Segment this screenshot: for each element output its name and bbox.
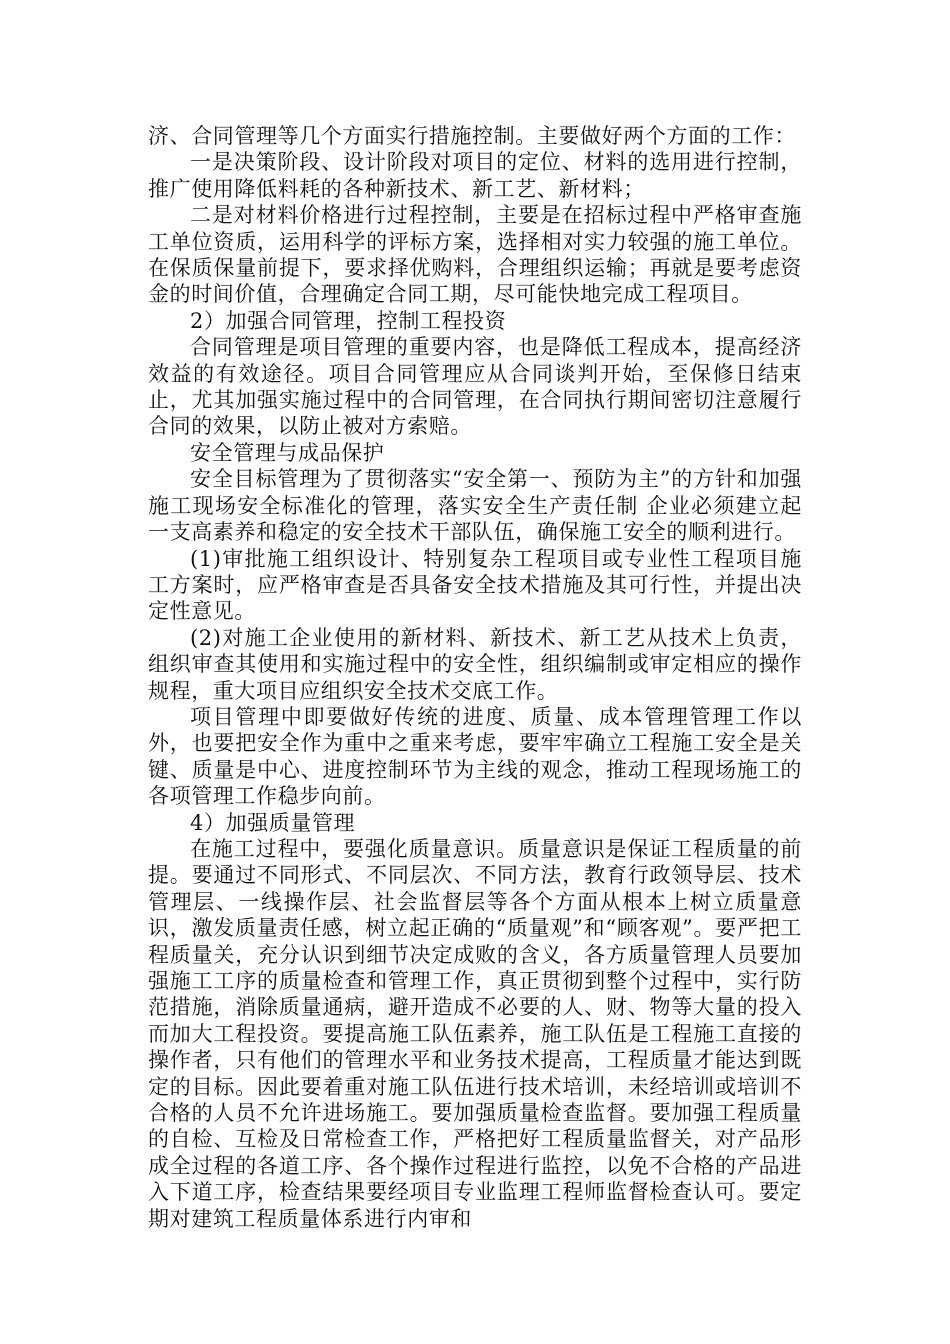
document-page [148, 123, 802, 1232]
paragraph-quality-management: 在施工过程中，要强化质量意识。质量意识是保证工程质量的前提。要通过不同形式、不同层次、不同方法，教育行政领导层、技术管理层、一线操作层、社会监督层等各个方面从根本上树立质量意识，激发质量责任感，树立起正确的“质量观”和“顾客观”。要严把工程质量关，充分认识到细节决定成败的含义，各方质量管理人员要加强施工工序的质量检查和管理工作，真正贯彻到整个过程中，实行防范措施，消除质量通病，避开造成不必要的人、财、物等大量的投入而加大工程投资。要提高施工队伍素养，施工队伍是工程施工直接的操作者，只有他们的管理水平和业务技术提高，工程质量才能达到既定的目标。因此要着重对施工队伍进行技术培训，未经培训或培训不合格的人员不允许进场施工。要加强质量检查监督。要加强工程质量的自检、互检及日常检查工作，严格把好工程质量监督关，对产品形成全过程的各道工序、各个操作过程进行监控，以免不合格的产品进入下道工序，检查结果要经项目专业监理工程师监督检查认可。要定期对建筑工程质量体系进行内审和 [148, 836, 802, 1231]
paragraph-material-price: 二是对材料价格进行过程控制，主要是在招标过程中严格审查施工单位资质，运用科学的评标方案，选择相对实力较强的施工单位。在保质保量前提下，要求择优购料，合理组织运输；再就是要考虑资金的时间价值，合理确定合同工期，尽可能快地完成工程项目。 [148, 203, 802, 307]
paragraph-safety-item-1: (1)审批施工组织设计、特别复杂工程项目或专业性工程项目施工方案时，应严格审查是否具备安全技术措施及其可行性，并提出决定性意见。 [148, 546, 802, 624]
paragraph-safety-item-2: (2)对施工企业使用的新材料、新技术、新工艺从技术上负责，组织审查其使用和实施过程中的安全性，组织编制或审定相应的操作规程，重大项目应组织安全技术交底工作。 [148, 625, 802, 703]
paragraph-contract-management: 合同管理是项目管理的重要内容，也是降低工程成本，提高经济效益的有效途径。项目合同管理应从合同谈判开始，至保修日结束 止，尤其加强实施过程中的合同管理，在合同执行期间密切注意履行合同的效果，以防止被对方索赔。 [148, 335, 802, 439]
section-heading-quality: 4）加强质量管理 [190, 810, 356, 835]
paragraph-safety-goal: 安全目标管理为了贯彻落实“安全第一、预防为主”的方针和加强施工现场安全标准化的管理，落实安全生产责任制 企业必须建立起一支高素养和稳定的安全技术干部队伍，确保施工安全的顺利进行。 [148, 467, 802, 545]
paragraph-design-stage: 一是决策阶段、设计阶段对项目的定位、材料的选用进行控制，推广使用降低料耗的各种新技术、新工艺、新材料； [148, 150, 802, 201]
paragraph-continuation: 济、合同管理等几个方面实行措施控制。主要做好两个方面的工作： [148, 124, 796, 148]
section-heading-contract: 2）加强合同管理，控制工程投资 [190, 308, 507, 333]
section-heading-safety: 安全管理与成品保护 [190, 440, 385, 465]
paragraph-project-management: 项目管理中即要做好传统的进度、质量、成本管理管理工作以外，也要把安全作为重中之重来考虑，要牢牢确立工程施工安全是关键、质量是中心、进度控制环节为主线的观念，推动工程现场施工的各项管理工作稳步向前。 [148, 704, 802, 809]
